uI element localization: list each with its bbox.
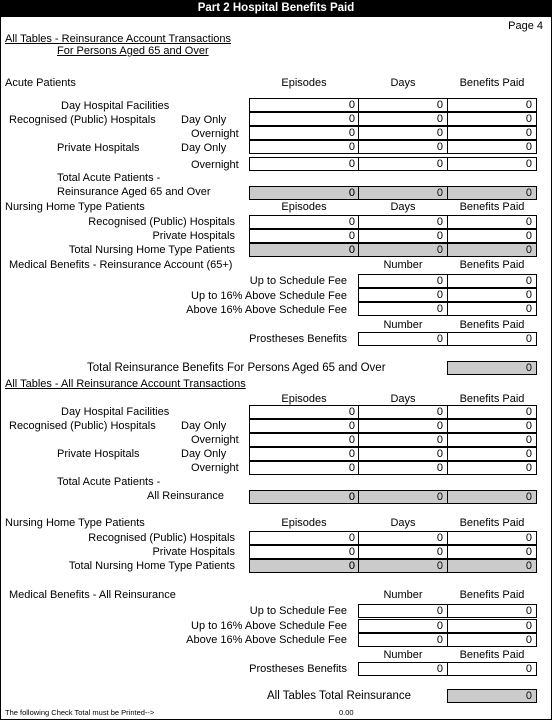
- acute-patients-heading: Acute Patients: [5, 77, 76, 89]
- acute-all-cell-r2-c1[interactable]: 0: [358, 433, 448, 447]
- total-65-cell[interactable]: 0: [447, 361, 537, 375]
- all-row-overnight-private: Overnight: [191, 462, 239, 474]
- nh-col-episodes: Episodes: [281, 201, 327, 213]
- row-label-day-only: Day Only: [181, 114, 227, 126]
- acute-65-cell-r1-c0[interactable]: 0: [249, 112, 360, 126]
- medical-65-cell-r0-c1[interactable]: 0: [447, 274, 537, 288]
- acute-all-cell-r1-c2[interactable]: 0: [447, 419, 537, 433]
- medical-65-cell-r1-c1[interactable]: 0: [447, 288, 537, 302]
- medical-all-cell-r1-c0[interactable]: 0: [358, 619, 448, 633]
- prostheses-label: Prostheses Benefits: [249, 333, 347, 345]
- nh-65-total-cell-c1[interactable]: 0: [358, 243, 448, 257]
- acute-all-cell-r0-c0[interactable]: 0: [249, 405, 360, 419]
- row-label-private: Private Hospitals: [57, 142, 140, 154]
- acute-all-cell-r3-c2[interactable]: 0: [447, 447, 537, 461]
- nh-65-cell-r0-c1[interactable]: 0: [358, 215, 448, 229]
- nh-65-total-cell-c2[interactable]: 0: [447, 243, 537, 257]
- row-label-day-hospital: Day Hospital Facilities: [61, 100, 170, 112]
- all-medical-above-16: Above 16% Above Schedule Fee: [186, 634, 347, 646]
- all-nh-row-total: Total Nursing Home Type Patients: [68, 560, 235, 572]
- acute-all-total-cell-c0[interactable]: 0: [249, 490, 360, 504]
- acute-all-cell-r1-c1[interactable]: 0: [358, 419, 448, 433]
- all-row-day-only: Day Only: [181, 420, 227, 432]
- all-medical-col-benefits: Benefits Paid: [459, 589, 525, 601]
- medical-65-cell-r0-c0[interactable]: 0: [358, 274, 448, 288]
- nh-65-cell-r1-c0[interactable]: 0: [249, 229, 360, 243]
- prostheses-col-benefits: Benefits Paid: [459, 319, 525, 331]
- page-number: Page 4: [508, 20, 543, 32]
- all-row-day-only-private: Day Only: [181, 448, 227, 460]
- all-prostheses-col-benefits: Benefits Paid: [459, 649, 525, 661]
- medical-65-cell-r1-c0[interactable]: 0: [358, 288, 448, 302]
- acute-all-cell-r1-c0[interactable]: 0: [249, 419, 360, 433]
- row-label-overnight: Overnight: [191, 128, 239, 140]
- acute-all-total-cell-c2[interactable]: 0: [447, 490, 537, 504]
- all-prostheses-col-number: Number: [383, 649, 423, 661]
- all-medical-up-to-fee: Up to Schedule Fee: [249, 605, 347, 617]
- nh-all-cell-r0-c1[interactable]: 0: [358, 531, 448, 545]
- all-medical-heading: Medical Benefits - All Reinsurance: [9, 589, 176, 601]
- all-nh-row-private: Private Hospitals: [152, 546, 235, 558]
- acute-65-cell-r4-c2[interactable]: 0: [447, 157, 537, 171]
- acute-65-total-cell-c2[interactable]: 0: [447, 186, 537, 200]
- acute-65-cell-r2-c1[interactable]: 0: [358, 126, 448, 140]
- nh-65-cell-r1-c2[interactable]: 0: [447, 229, 537, 243]
- nh-all-total-cell-c0[interactable]: 0: [249, 559, 360, 573]
- acute-65-cell-r1-c1[interactable]: 0: [358, 112, 448, 126]
- total-65-label: Total Reinsurance Benefits For Persons Aged 65 and Over: [87, 362, 386, 374]
- acute-65-cell-r3-c1[interactable]: 0: [358, 140, 448, 154]
- acute-all-cell-r4-c1[interactable]: 0: [358, 461, 448, 475]
- acute-65-cell-r0-c1[interactable]: 0: [358, 98, 448, 112]
- section-65-heading-line1: All Tables - Reinsurance Account Transactions: [5, 33, 232, 45]
- acute-65-cell-r2-c2[interactable]: 0: [447, 126, 537, 140]
- nh-65-cell-r0-c0[interactable]: 0: [249, 215, 360, 229]
- section-65-heading-line2: For Persons Aged 65 and Over: [57, 45, 209, 57]
- all-nh-col-days: Days: [390, 517, 416, 529]
- all-prostheses-label: Prostheses Benefits: [249, 663, 347, 675]
- all-medical-col-number: Number: [383, 589, 423, 601]
- prostheses-65-cell-c0[interactable]: 0: [358, 332, 448, 346]
- nursing-home-heading: Nursing Home Type Patients: [5, 201, 145, 213]
- all-nh-col-episodes: Episodes: [281, 517, 327, 529]
- acute-all-cell-r0-c2[interactable]: 0: [447, 405, 537, 419]
- medical-row-up-to-fee: Up to Schedule Fee: [249, 275, 347, 287]
- check-total-value: 0.00: [339, 708, 354, 717]
- all-medical-up-to-16: Up to 16% Above Schedule Fee: [191, 620, 347, 632]
- nh-65-cell-r1-c1[interactable]: 0: [358, 229, 448, 243]
- medical-col-benefits: Benefits Paid: [459, 259, 525, 271]
- medical-row-above-16: Above 16% Above Schedule Fee: [186, 304, 347, 316]
- col-episodes-header: Episodes: [281, 77, 327, 89]
- row-label-day-only-private: Day Only: [181, 142, 227, 154]
- row-label-overnight-private: Overnight: [191, 159, 239, 171]
- nh-all-cell-r0-c2[interactable]: 0: [447, 531, 537, 545]
- medical-65-cell-r2-c1[interactable]: 0: [447, 302, 537, 316]
- nh-row-private: Private Hospitals: [152, 230, 235, 242]
- acute-all-cell-r4-c0[interactable]: 0: [249, 461, 360, 475]
- col-days-header: Days: [390, 77, 416, 89]
- all-row-day-hospital: Day Hospital Facilities: [61, 406, 170, 418]
- medical-65-cell-r2-c0[interactable]: 0: [358, 302, 448, 316]
- acute-65-cell-r2-c0[interactable]: 0: [249, 126, 360, 140]
- all-row-overnight: Overnight: [191, 434, 239, 446]
- nh-col-days: Days: [390, 201, 416, 213]
- nh-65-cell-r0-c2[interactable]: 0: [447, 215, 537, 229]
- nh-65-total-cell-c0[interactable]: 0: [249, 243, 360, 257]
- medical-all-cell-r2-c0[interactable]: 0: [358, 633, 448, 647]
- acute-65-cell-r0-c0[interactable]: 0: [249, 98, 360, 112]
- all-nh-col-benefits: Benefits Paid: [459, 517, 525, 529]
- acute-all-cell-r0-c1[interactable]: 0: [358, 405, 448, 419]
- prostheses-all-cell-c0[interactable]: 0: [358, 662, 448, 676]
- medical-benefits-heading: Medical Benefits - Reinsurance Account (65+): [9, 259, 233, 271]
- acute-65-cell-r4-c1[interactable]: 0: [358, 157, 448, 171]
- nh-all-cell-r1-c1[interactable]: 0: [358, 545, 448, 559]
- all-total-acute-line1: Total Acute Patients -: [57, 476, 161, 488]
- nh-all-cell-r0-c0[interactable]: 0: [249, 531, 360, 545]
- all-nh-row-recognised: Recognised (Public) Hospitals: [88, 532, 235, 544]
- acute-65-total-cell-c0[interactable]: 0: [249, 186, 360, 200]
- nh-all-total-cell-c1[interactable]: 0: [358, 559, 448, 573]
- section-all-heading: All Tables - All Reinsurance Account Transactions: [5, 378, 246, 390]
- nh-col-benefits: Benefits Paid: [459, 201, 525, 213]
- col-benefits-header: Benefits Paid: [459, 77, 525, 89]
- all-nursing-heading: Nursing Home Type Patients: [5, 517, 145, 529]
- row-label-recognised: Recognised (Public) Hospitals: [9, 114, 156, 126]
- acute-65-cell-r0-c2[interactable]: 0: [447, 98, 537, 112]
- medical-col-number: Number: [383, 259, 423, 271]
- nh-all-cell-r1-c2[interactable]: 0: [447, 545, 537, 559]
- acute-65-cell-r4-c0[interactable]: 0: [249, 157, 360, 171]
- medical-all-cell-r1-c1[interactable]: 0: [447, 619, 537, 633]
- all-col-days: Days: [390, 393, 416, 405]
- medical-row-up-to-16: Up to 16% Above Schedule Fee: [191, 290, 347, 302]
- total-acute-label-line2: Reinsurance Aged 65 and Over: [57, 186, 211, 198]
- prostheses-65-cell-c1[interactable]: 0: [447, 332, 537, 346]
- acute-65-total-cell-c1[interactable]: 0: [358, 186, 448, 200]
- total-acute-label-line1: Total Acute Patients -: [57, 172, 161, 184]
- acute-65-cell-r1-c2[interactable]: 0: [447, 112, 537, 126]
- all-total-acute-line2: All Reinsurance: [147, 490, 225, 502]
- check-total-note: The following Check Total must be Printed-->: [5, 708, 155, 717]
- acute-65-cell-r3-c2[interactable]: 0: [447, 140, 537, 154]
- medical-all-cell-r0-c0[interactable]: 0: [358, 604, 448, 618]
- total-all-cell[interactable]: 0: [447, 689, 537, 703]
- acute-65-cell-r3-c0[interactable]: 0: [249, 140, 360, 154]
- acute-all-cell-r3-c1[interactable]: 0: [358, 447, 448, 461]
- all-row-recognised: Recognised (Public) Hospitals: [9, 420, 156, 432]
- nh-all-cell-r1-c0[interactable]: 0: [249, 545, 360, 559]
- nh-row-recognised: Recognised (Public) Hospitals: [88, 216, 235, 228]
- nh-all-total-cell-c2[interactable]: 0: [447, 559, 537, 573]
- all-col-benefits: Benefits Paid: [459, 393, 525, 405]
- medical-all-cell-r0-c1[interactable]: 0: [447, 604, 537, 618]
- acute-all-total-cell-c1[interactable]: 0: [358, 490, 448, 504]
- acute-all-cell-r4-c2[interactable]: 0: [447, 461, 537, 475]
- all-total-label: All Tables Total Reinsurance: [267, 690, 412, 702]
- all-row-private: Private Hospitals: [57, 448, 140, 460]
- prostheses-all-cell-c1[interactable]: 0: [447, 662, 537, 676]
- acute-all-cell-r2-c2[interactable]: 0: [447, 433, 537, 447]
- medical-all-cell-r2-c1[interactable]: 0: [447, 633, 537, 647]
- nh-row-total: Total Nursing Home Type Patients: [68, 244, 235, 256]
- page-title: Part 2 Hospital Benefits Paid: [1, 0, 551, 17]
- acute-all-cell-r2-c0[interactable]: 0: [249, 433, 360, 447]
- acute-all-cell-r3-c0[interactable]: 0: [249, 447, 360, 461]
- all-col-episodes: Episodes: [281, 393, 327, 405]
- prostheses-col-number: Number: [383, 319, 423, 331]
